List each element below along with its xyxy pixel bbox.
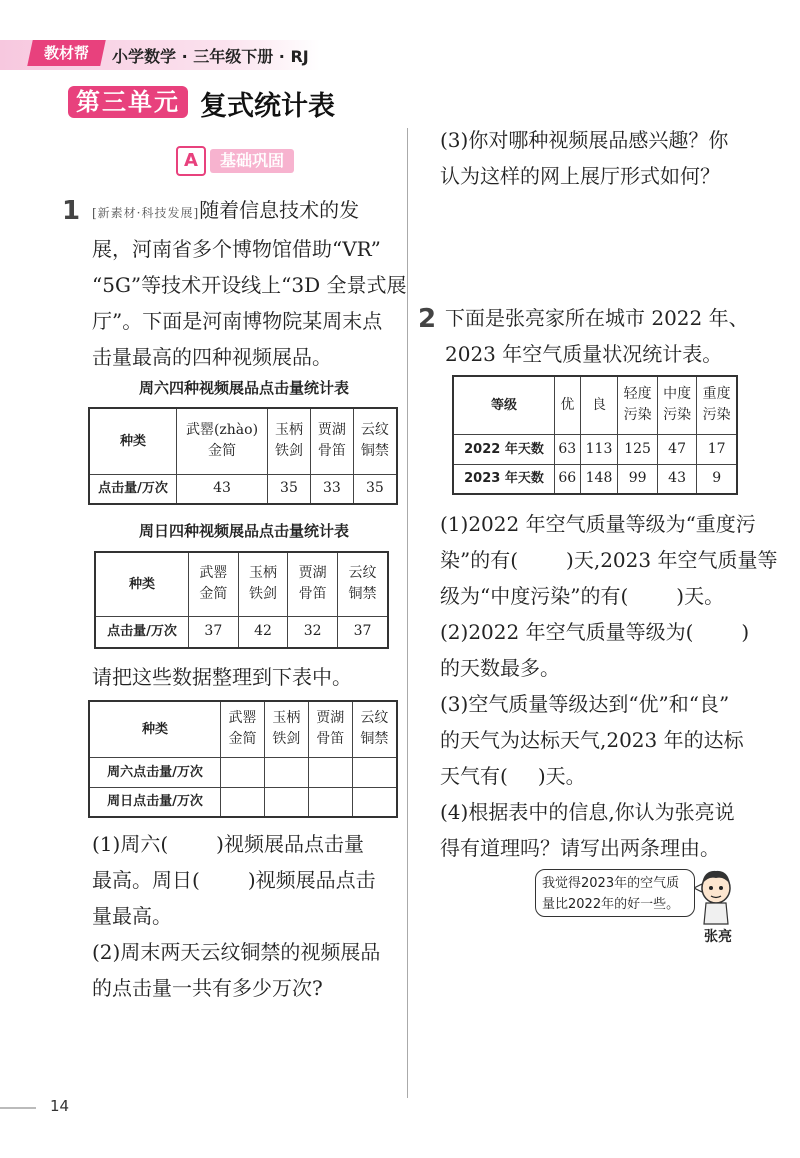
col-header: 玉柄 铁剑 bbox=[238, 552, 288, 616]
answer-cell[interactable] bbox=[264, 787, 308, 817]
table-cell: 37 bbox=[337, 616, 388, 648]
question-2-sub2: (2)2022 年空气质量等级为( ) 的天数最多。 bbox=[440, 620, 750, 680]
unit-badge: 第三单元 bbox=[68, 86, 188, 118]
col-header: 良 bbox=[580, 376, 618, 434]
row-label: 2023 年天数 bbox=[453, 464, 555, 494]
question-1-sub3: (3)你对哪种视频展品感兴趣？你 认为这样的网上展厅形式如何？ bbox=[440, 128, 729, 188]
section-title: 基础巩固 bbox=[210, 149, 294, 173]
table-cell: 37 bbox=[189, 616, 239, 648]
text-line: 击量最高的四种视频展品。 bbox=[92, 345, 332, 369]
answer-cell[interactable] bbox=[308, 757, 352, 787]
col-header: 云纹 铜禁 bbox=[352, 701, 397, 757]
table-cell: 33 bbox=[310, 474, 353, 504]
question-1-number: 1 bbox=[62, 196, 81, 226]
answer-cell[interactable] bbox=[264, 757, 308, 787]
footer-rule bbox=[0, 1107, 36, 1109]
question-1-tag: [新素材·科技发展] bbox=[92, 206, 200, 220]
row-head: 种类 bbox=[89, 408, 177, 474]
row-label: 2022 年天数 bbox=[453, 434, 555, 464]
table-cell: 43 bbox=[177, 474, 268, 504]
speaker-name: 张亮 bbox=[704, 929, 732, 945]
row-head: 种类 bbox=[95, 552, 189, 616]
table-cell: 42 bbox=[238, 616, 288, 648]
question-1-instruction: 请把这些数据整理到下表中。 bbox=[92, 665, 352, 689]
table-cell: 35 bbox=[268, 474, 311, 504]
table-cell: 9 bbox=[697, 464, 737, 494]
question-1-text bbox=[92, 192, 407, 375]
section-letter: A bbox=[176, 146, 206, 176]
table-sunday bbox=[94, 551, 389, 649]
question-2-sub1: (1)2022 年空气质量等级为“重度污 染”的有( )天,2023 年空气质量等 级为“中度污染”的有( )天。 bbox=[440, 512, 778, 608]
row-label: 周日点击量/万次 bbox=[89, 787, 221, 817]
section-badge bbox=[176, 147, 294, 175]
table-cell: 148 bbox=[580, 464, 618, 494]
question-2-sub3: (3)空气质量等级达到“优”和“良” 的天气为达标天气,2023 年的达标 天气有( )天。 bbox=[440, 692, 744, 788]
row-label: 周六点击量/万次 bbox=[89, 757, 221, 787]
col-header: 中度 污染 bbox=[657, 376, 696, 434]
table-cell: 35 bbox=[353, 474, 397, 504]
col-header: 武罂 金简 bbox=[189, 552, 239, 616]
table-cell: 32 bbox=[288, 616, 338, 648]
column-divider bbox=[407, 128, 408, 1098]
col-header: 玉柄 铁剑 bbox=[264, 701, 308, 757]
col-header: 武罂(zhào) 金简 bbox=[177, 408, 268, 474]
table-sat-title: 周六四种视频展品点击量统计表 bbox=[138, 379, 349, 397]
col-header: 云纹 铜禁 bbox=[337, 552, 388, 616]
row-label: 点击量/万次 bbox=[89, 474, 177, 504]
question-1-sub2: (2)周末两天云纹铜禁的视频展品 的点击量一共有多少万次? bbox=[92, 940, 381, 1000]
question-2-text: 下面是张亮家所在城市 2022 年、 2023 年空气质量状况统计表。 bbox=[445, 306, 749, 366]
boy-character-icon bbox=[694, 866, 734, 926]
table-cell: 66 bbox=[555, 464, 581, 494]
table-cell: 125 bbox=[618, 434, 657, 464]
corner-header: 等级 bbox=[453, 376, 555, 434]
table-cell: 99 bbox=[618, 464, 657, 494]
question-1-sub1: (1)周六( )视频展品点击量 最高。周日( )视频展品点击 量最高。 bbox=[92, 832, 376, 928]
table-cell: 63 bbox=[555, 434, 581, 464]
table-cell: 43 bbox=[657, 464, 696, 494]
table-combined bbox=[88, 700, 398, 818]
col-header: 轻度 污染 bbox=[618, 376, 657, 434]
text-line: 展，河南省多个博物馆借助“VR” bbox=[92, 237, 381, 261]
row-head: 种类 bbox=[89, 701, 221, 757]
col-header: 重度 污染 bbox=[697, 376, 737, 434]
page-number: 14 bbox=[50, 1097, 70, 1115]
unit-title: 复式统计表 bbox=[200, 91, 335, 122]
book-title: 小学数学 · 三年级下册 · RJ bbox=[112, 47, 309, 66]
text-line: 随着信息技术的发 bbox=[199, 198, 360, 222]
table-cell: 47 bbox=[657, 434, 696, 464]
brand-badge: 教材帮 bbox=[27, 40, 106, 66]
table-cell: 113 bbox=[580, 434, 618, 464]
col-header: 玉柄 铁剑 bbox=[268, 408, 311, 474]
table-cell: 17 bbox=[697, 434, 737, 464]
table-saturday bbox=[88, 407, 398, 505]
speech-bubble: 我觉得2023年的空气质 量比2022年的好一些。 bbox=[535, 869, 695, 917]
text-line: 厅”。下面是河南博物院某周末点 bbox=[92, 309, 383, 333]
row-label: 点击量/万次 bbox=[95, 616, 189, 648]
question-2-number: 2 bbox=[418, 304, 437, 334]
table-air-quality bbox=[452, 375, 738, 495]
answer-cell[interactable] bbox=[221, 757, 265, 787]
question-2-sub4: (4)根据表中的信息,你认为张亮说 得有道理吗？请写出两条理由。 bbox=[440, 800, 735, 860]
answer-cell[interactable] bbox=[308, 787, 352, 817]
col-header: 优 bbox=[555, 376, 581, 434]
col-header: 云纹 铜禁 bbox=[353, 408, 397, 474]
text-line: “5G”等技术开设线上“3D 全景式展 bbox=[92, 273, 407, 297]
answer-cell[interactable] bbox=[352, 757, 397, 787]
col-header: 贾湖 骨笛 bbox=[308, 701, 352, 757]
answer-cell[interactable] bbox=[221, 787, 265, 817]
answer-cell[interactable] bbox=[352, 787, 397, 817]
col-header: 贾湖 骨笛 bbox=[288, 552, 338, 616]
col-header: 武罂 金简 bbox=[221, 701, 265, 757]
table-sun-title: 周日四种视频展品点击量统计表 bbox=[138, 522, 349, 540]
col-header: 贾湖 骨笛 bbox=[310, 408, 353, 474]
